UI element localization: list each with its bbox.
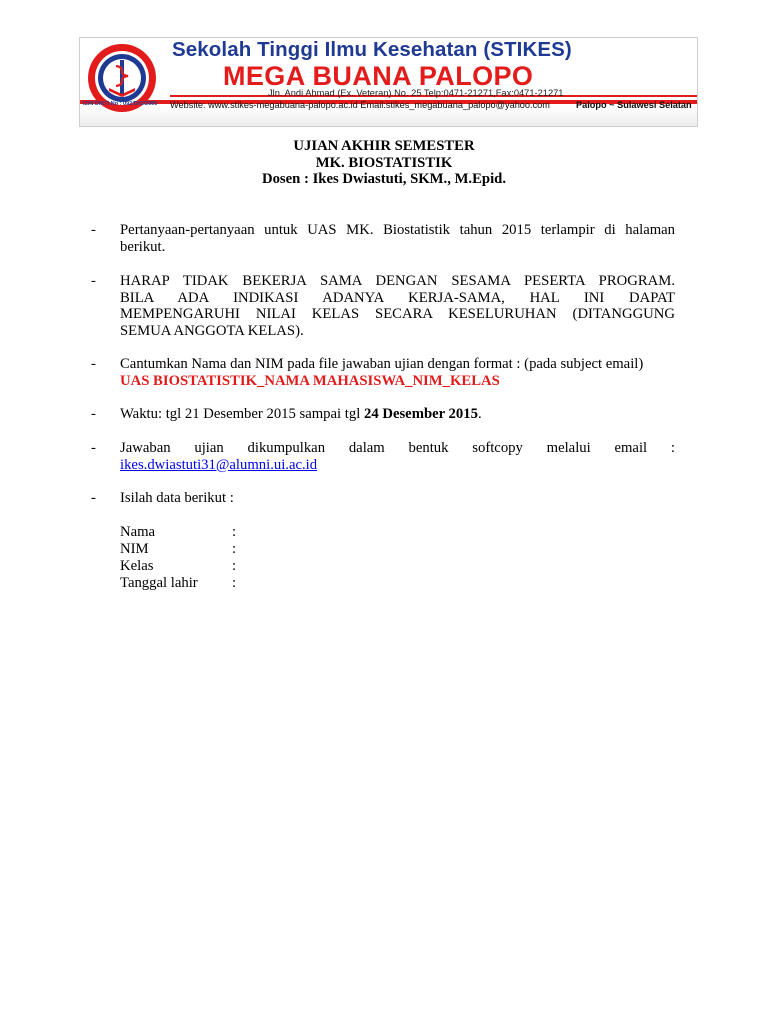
- form-colon: :: [232, 541, 237, 557]
- form-label-tanggal-lahir: Tanggal lahir: [120, 575, 198, 591]
- instruction-2-line-3: MEMPENGARUHI NILAI KELAS SECARA KESELURUHAN (DITANGGUNG: [120, 306, 675, 322]
- instruction-3-line-1: Cantumkan Nama dan NIM pada file jawaban ujian dengan format : (pada subject email): [120, 356, 644, 372]
- instruction-6-line-1: Isilah data berikut :: [120, 490, 234, 506]
- form-label-nama: Nama: [120, 524, 156, 540]
- file-name-format: UAS BIOSTATISTIK_NAMA MAHASISWA_NIM_KELAS: [120, 372, 500, 389]
- form-row-nama: [120, 524, 236, 541]
- bullet-dash: -: [91, 406, 96, 422]
- form-colon: :: [232, 524, 237, 540]
- institution-address: Jln. Andi Ahmad (Ex. Veteran) No. 25 Telp:0471-21271,Fax:0471-21271: [268, 88, 564, 98]
- instruction-2-line-2: BILA ADA INDIKASI ADANYA KERJA-SAMA, HAL INI DAPAT: [120, 289, 675, 306]
- form-colon: :: [232, 575, 237, 591]
- form-row-nim: [120, 541, 236, 558]
- form-row-kelas: [120, 558, 236, 575]
- submission-email-link[interactable]: ikes.dwiastuti31@alumni.ui.ac.id: [120, 456, 318, 473]
- form-label-nim: NIM: [120, 541, 149, 557]
- instruction-2-line-4: SEMUA ANGGOTA KELAS).: [120, 322, 304, 339]
- institution-website: Website: www.stikes-megabuana-palopo.ac.id Email:stikes_megabuana_palopo@yahoo.com: [170, 100, 550, 110]
- course-title: MK. BIOSTATISTIK: [315, 154, 453, 171]
- form-row-tanggal-lahir: [120, 575, 236, 592]
- bullet-dash: -: [91, 356, 96, 372]
- bullet-dash: -: [91, 490, 96, 506]
- bullet-dash: -: [91, 440, 96, 456]
- institution-title: Sekolah Tinggi Ilmu Kesehatan (STIKES): [172, 38, 572, 61]
- letterhead: [79, 37, 698, 127]
- exam-heading: [180, 138, 588, 188]
- institution-name: MEGA BUANA PALOPO: [223, 61, 534, 91]
- institution-city: Palopo ~ Sulawesi Selatan: [576, 100, 692, 110]
- exam-title: UJIAN AKHIR SEMESTER: [293, 138, 475, 154]
- instruction-1-line-1: Pertanyaan-pertanyaan untuk UAS MK. Biostatistik tahun 2015 terlampir di halaman: [120, 222, 675, 238]
- bullet-dash: -: [91, 222, 96, 238]
- deadline-date: 24 Desember 2015: [363, 406, 478, 422]
- lecturer-name: Dosen : Ikes Dwiastuti, SKM., M.Epid.: [261, 171, 506, 187]
- instruction-1-line-2: berikut.: [120, 238, 166, 255]
- institution-license: IZIN DIKTI No : 092/D/O/2006: [83, 101, 158, 107]
- form-colon: :: [232, 558, 237, 574]
- deadline-prefix: Waktu: tgl 21 Desember 2015 sampai tgl: [120, 406, 364, 422]
- stikes-logo: [83, 42, 161, 120]
- instruction-2-line-1: HARAP TIDAK BEKERJA SAMA DENGAN SESAMA PESERTA PROGRAM.: [120, 273, 675, 289]
- instruction-5-line-1: Jawaban ujian dikumpulkan dalam bentuk softcopy melalui email :: [120, 440, 675, 456]
- form-label-kelas: Kelas: [120, 558, 154, 574]
- deadline-suffix: .: [477, 406, 482, 422]
- bullet-dash: -: [91, 273, 96, 289]
